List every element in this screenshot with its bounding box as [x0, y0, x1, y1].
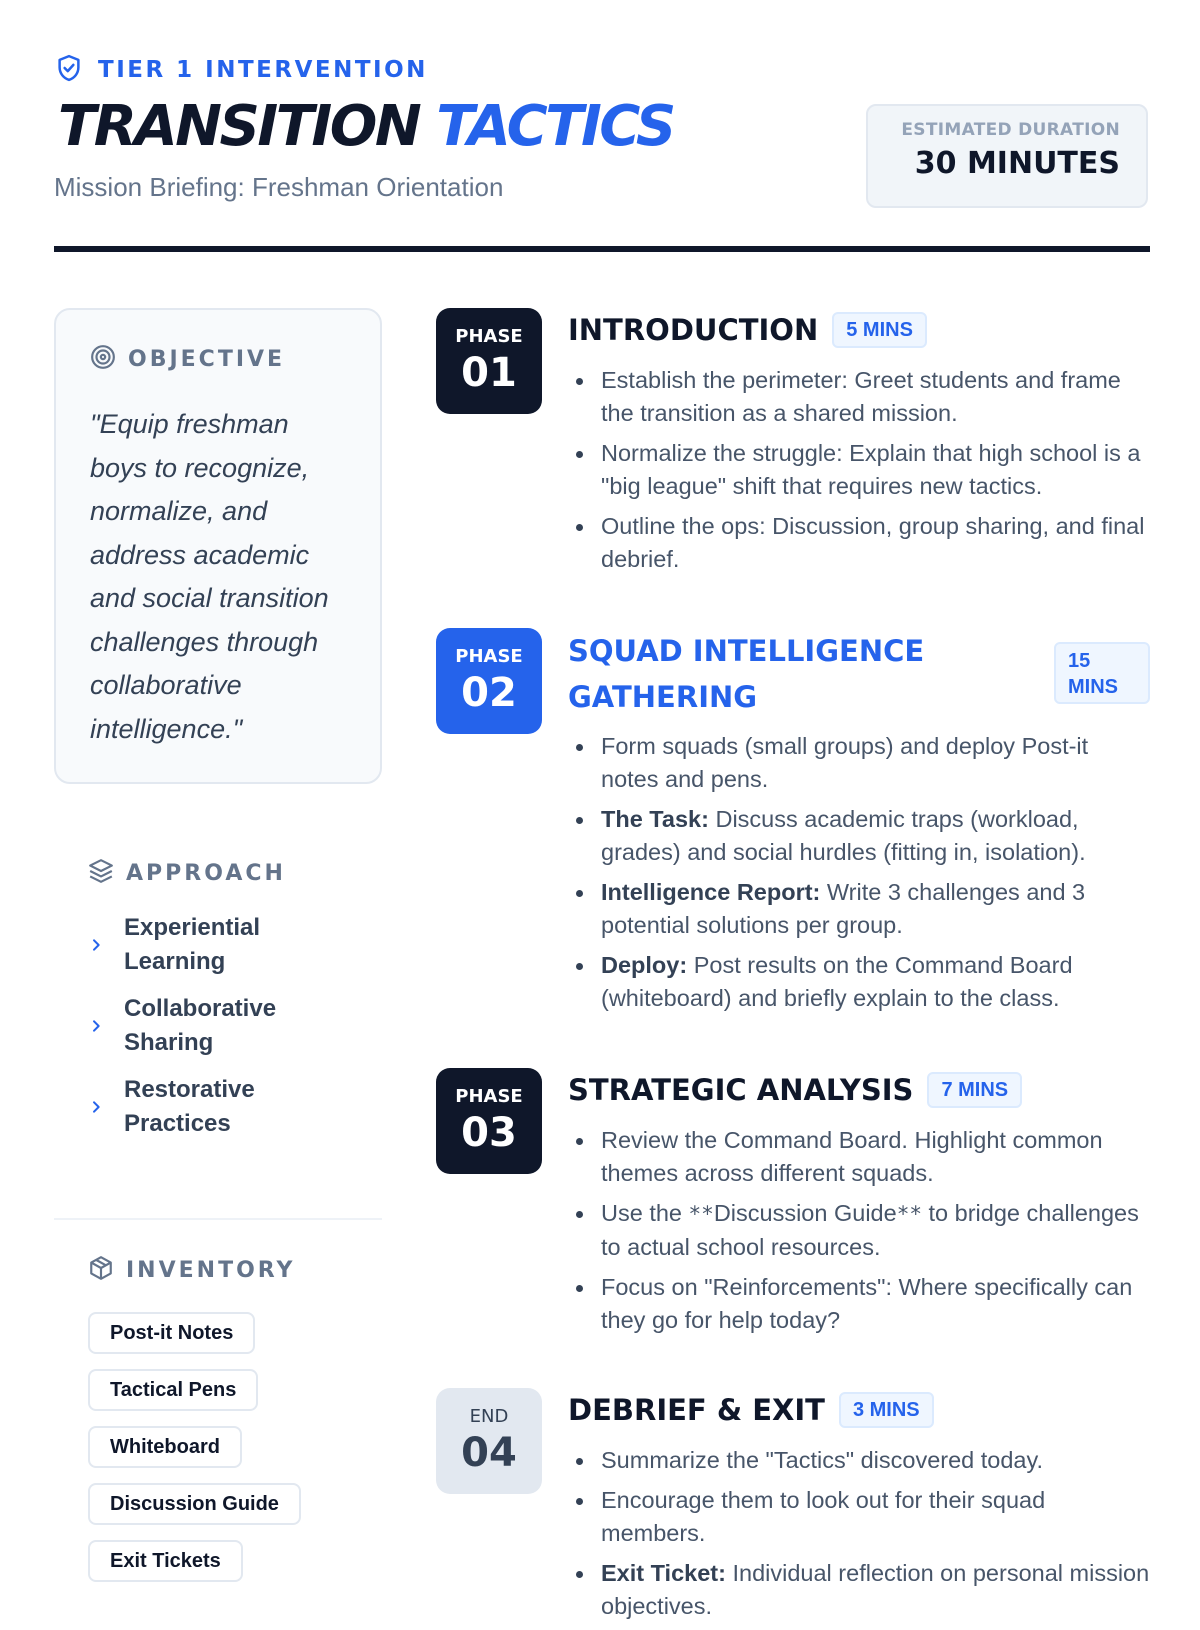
- bullet-item: Form squads (small groups) and deploy Post-it notes and pens.: [568, 730, 1150, 796]
- duration-card: [866, 104, 1148, 208]
- inventory-item: Exit Tickets: [88, 1540, 243, 1582]
- phase-duration-badge: 15 MINS: [1054, 642, 1150, 704]
- phase-body: [568, 1068, 1150, 1344]
- bullet-text: Post results on the Command Board (whiteboard) and briefly explain to the class.: [601, 952, 1073, 1011]
- bullet-text: Write 3 challenges and 3 potential solutions per group.: [601, 879, 1086, 938]
- phase-badge-number: 03: [461, 1110, 517, 1156]
- bullet-item: [568, 949, 1150, 1015]
- phase-badge-label: END: [469, 1406, 509, 1427]
- bullet-item: [568, 803, 1150, 869]
- phase-badge-number: 01: [461, 350, 517, 396]
- phase-title: STRATEGIC ANALYSIS: [568, 1073, 914, 1107]
- approach-section: [88, 858, 388, 1154]
- phase-bullets: [568, 1444, 1150, 1623]
- phase-badge: [436, 308, 542, 414]
- approach-heading: APPROACH: [126, 861, 286, 886]
- page-subtitle: Mission Briefing: Freshman Orientation: [54, 172, 504, 202]
- inventory-heading: INVENTORY: [126, 1258, 296, 1283]
- objective-quote: "Equip freshman boys to recognize, normalize, and address academic and social transition challenges through collaborative intelligence.": [90, 409, 329, 744]
- bullet-lead: Intelligence Report:: [601, 879, 821, 905]
- phase-duration-badge: 7 MINS: [927, 1072, 1022, 1108]
- chevron-right-icon: [88, 1018, 124, 1034]
- box-icon: [88, 1255, 114, 1286]
- phase-body: [568, 308, 1150, 583]
- duration-label: ESTIMATED DURATION: [901, 120, 1120, 140]
- layers-icon: [88, 858, 114, 889]
- bullet-text: to bridge challenges to actual school resources.: [601, 1200, 1139, 1260]
- phase-title: SQUAD INTELLIGENCE GATHERING: [568, 634, 925, 714]
- phase-badge-number: 04: [461, 1430, 517, 1476]
- phase-bullets: [568, 730, 1150, 1015]
- bullet-item: Summarize the "Tactics" discovered today.: [568, 1444, 1150, 1477]
- target-icon: [90, 344, 116, 375]
- approach-list: [88, 911, 388, 1141]
- inventory-item: Whiteboard: [88, 1426, 242, 1468]
- bullet-text: Use the: [601, 1200, 689, 1226]
- chevron-right-icon: [88, 1099, 124, 1115]
- approach-item-label: Restorative Practices: [124, 1076, 255, 1137]
- objective-card: [54, 308, 382, 784]
- bullet-markdown-marker: **: [688, 1202, 714, 1226]
- bullet-markdown-marker: **: [896, 1202, 922, 1226]
- phase-title: DEBRIEF & EXIT: [568, 1393, 825, 1427]
- lesson-plan-page: [54, 0, 1150, 1619]
- bullet-lead: Exit Ticket:: [601, 1560, 726, 1586]
- bullet-item: Outline the ops: Discussion, group sharing, and final debrief.: [568, 510, 1150, 576]
- bullet-text: Discussion Guide: [713, 1200, 897, 1226]
- bullet-lead: Deploy:: [601, 952, 688, 978]
- phase-badge-label: PHASE: [455, 646, 523, 667]
- phase-badge-label: PHASE: [455, 1086, 523, 1107]
- inventory-section: [88, 1255, 388, 1597]
- chevron-right-icon: [88, 937, 124, 953]
- phase-body: [568, 628, 1150, 1022]
- phase-heading-row: [568, 628, 1150, 720]
- bullet-item: [568, 1197, 1150, 1264]
- bullet-item: [568, 876, 1150, 942]
- sidebar-divider: [54, 1218, 382, 1220]
- objective-heading: OBJECTIVE: [128, 347, 286, 372]
- inventory-list: [88, 1312, 388, 1597]
- approach-heading-row: [88, 858, 388, 889]
- phase-title: INTRODUCTION: [568, 313, 819, 347]
- tier-label-row: [54, 54, 428, 86]
- phase-heading-row: [568, 1068, 1150, 1112]
- bullet-item: [568, 1557, 1150, 1623]
- title-part-1: TRANSITION: [58, 94, 420, 159]
- approach-item: [88, 1073, 388, 1141]
- phase-duration-badge: 3 MINS: [839, 1392, 934, 1428]
- phase-heading-row: [568, 1388, 1150, 1432]
- phase-badge-number: 02: [461, 670, 517, 716]
- phase-badge: [436, 1388, 542, 1494]
- bullet-item: Review the Command Board. Highlight common themes across different squads.: [568, 1124, 1150, 1190]
- approach-item-label: Collaborative Sharing: [124, 995, 277, 1056]
- bullet-item: Establish the perimeter: Greet students and frame the transition as a shared mission.: [568, 364, 1150, 430]
- approach-item: [88, 911, 388, 979]
- inventory-item: Post-it Notes: [88, 1312, 255, 1354]
- tier-label: TIER 1 INTERVENTION: [98, 57, 428, 83]
- header-divider: [54, 246, 1150, 252]
- shield-check-icon: [54, 53, 84, 88]
- phase-bullets: [568, 364, 1150, 576]
- approach-item: [88, 992, 388, 1060]
- approach-item-label: Experiential Learning: [124, 914, 261, 975]
- duration-value: 30 MINUTES: [914, 146, 1120, 181]
- objective-heading-row: [90, 344, 346, 375]
- inventory-item: Tactical Pens: [88, 1369, 258, 1411]
- phase-badge-label: PHASE: [455, 326, 523, 347]
- inventory-item: Discussion Guide: [88, 1483, 301, 1525]
- phase-bullets: [568, 1124, 1150, 1337]
- title-part-2: TACTICS: [436, 94, 674, 159]
- phase-badge: [436, 628, 542, 734]
- phase-heading-row: [568, 308, 1150, 352]
- phase-body: [568, 1388, 1150, 1630]
- phase-duration-badge: 5 MINS: [832, 312, 927, 348]
- bullet-item: Focus on "Reinforcements": Where specifically can they go for help today?: [568, 1271, 1150, 1337]
- phase-badge: [436, 1068, 542, 1174]
- bullet-text: Individual reflection on personal mission objectives.: [601, 1560, 1150, 1619]
- page-title: [58, 90, 674, 164]
- bullet-item: Encourage them to look out for their squad members.: [568, 1484, 1150, 1550]
- bullet-lead: The Task:: [601, 806, 709, 832]
- bullet-item: Normalize the struggle: Explain that high school is a "big league" shift that requires new tactics.: [568, 437, 1150, 503]
- bullet-text: Discuss academic traps (workload, grades) and social hurdles (fitting in, isolation).: [601, 806, 1086, 865]
- inventory-heading-row: [88, 1255, 388, 1286]
